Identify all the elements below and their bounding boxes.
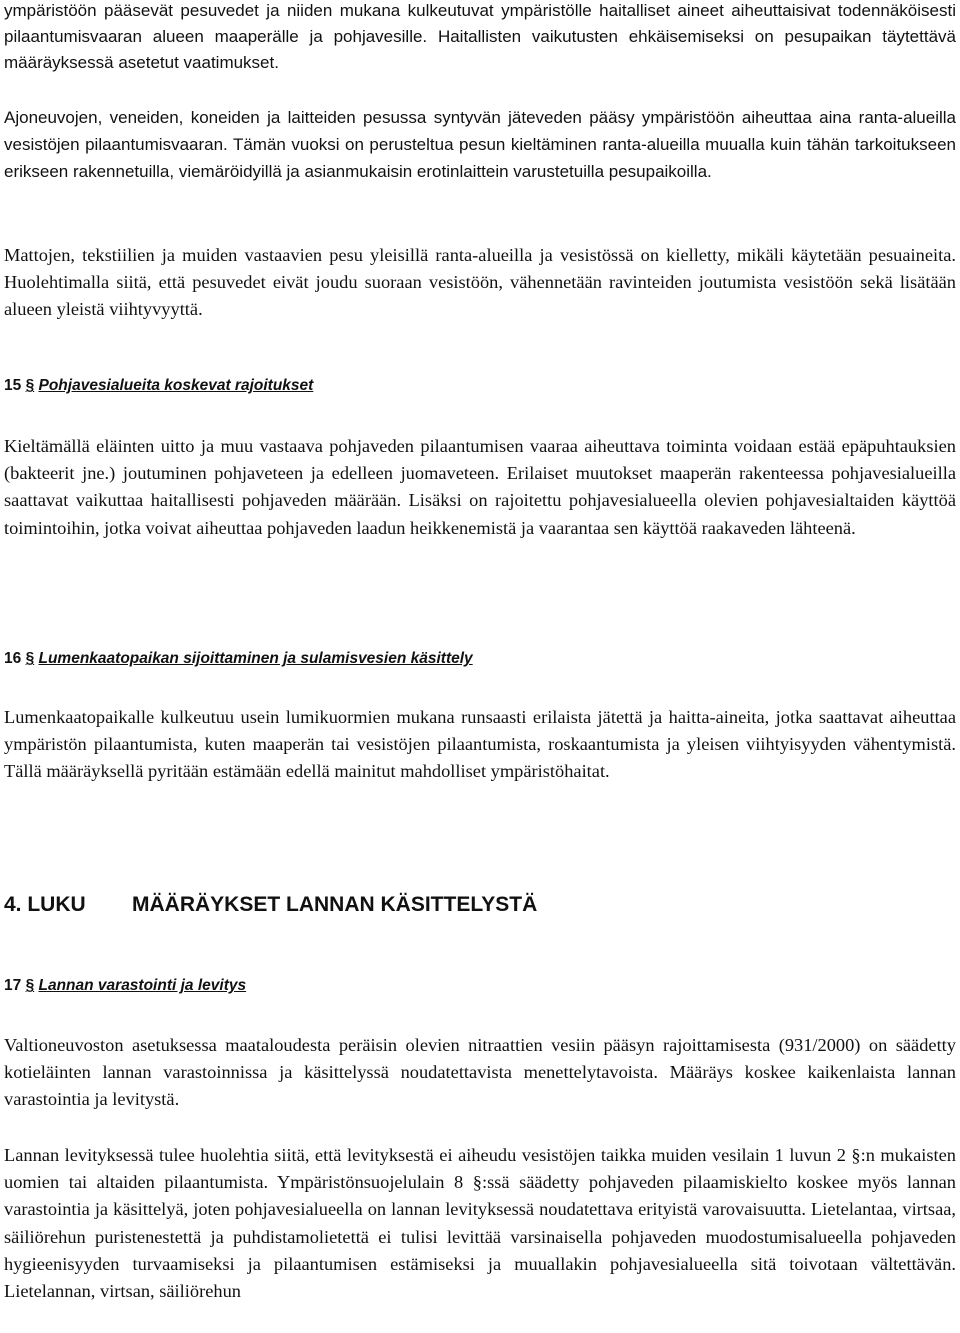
chapter-4-heading (4, 892, 537, 918)
section-17-number: 17 (4, 977, 22, 994)
section-17-heading (4, 976, 246, 996)
chapter-4-title: MÄÄRÄYKSET LANNAN KÄSITTELYSTÄ (132, 893, 538, 916)
intro-paragraph-3: Mattojen, tekstiilien ja muiden vastaavien pesu yleisillä ranta-alueilla ja vesistössä on kielletty, mikäli käytetään pesuaineita. Huolehtimalla siitä, että pesuvedet eivät joudu suoraan vesistöön, vähennetään ravinteiden joutumista vesistöön sekä lisätään alueen yleistä viihtyvyyttä. (4, 245, 956, 320)
section-17-paragraph-1: Valtioneuvoston asetuksessa maataloudesta peräisin olevien nitraattien vesiin pääsyn rajoittamisesta (931/2000) on säädetty kotieläinten lannan varastoinnissa ja käsittelyssä noudatettavista menettelytavoista. Määräys koskee kaikenlaista lannan varastointia ja levitystä. (4, 1035, 956, 1110)
section-15-number: 15 (4, 377, 22, 394)
intro-paragraph-1: ympäristöön pääsevät pesuvedet ja niiden mukana kulkeutuvat ympäristölle haitalliset aineet aiheuttaisivat todennäköisesti pilaantumisvaaran alueen maaperälle ja pohjavesille. Haitallisten vaikutusten ehkäisemiseksi on pesupaikan täytettävä määräyksessä asetetut vaatimukset. (4, 1, 956, 72)
section-17-title: Lannan varastointi ja levitys (38, 977, 247, 994)
section-16-title: Lumenkaatopaikan sijoittaminen ja sulamisvesien käsittely (38, 650, 473, 667)
section-15-paragraph: Kieltämällä eläinten uitto ja muu vastaava pohjaveden pilaantumisen vaaraa aiheuttava toiminta voidaan estää epäpuhtauksien (bakteerit jne.) joutuminen pohjaveteen ja edelleen juomaveteen. Erilaiset muutokset maaperän rakenteessa pohjavesialueilla saattavat vaikuttaa haitallisesti pohjaveden määrään. Lisäksi on rajoitettu pohjavesialueella olevien pohjavesialtaiden käyttöä toimintoihin, jotka voivat aiheuttaa pohjaveden laadun heikkenemistä ja vaarantaa sen käyttöä raakaveden lähteenä. (4, 436, 956, 538)
section-17-symbol: § (25, 977, 35, 994)
intro-paragraph-2: Ajoneuvojen, veneiden, koneiden ja laitteiden pesussa syntyvän jäteveden pääsy ympäristöön aiheuttaa aina ranta-alueilla vesistöjen pilaantumisvaaran. Tämän vuoksi on perusteltua pesun kieltäminen ranta-alueilla muualla kuin tähän tarkoitukseen erikseen rakennetuilla, viemäröidyillä ja asianmukaisin erotinlaittein varustetuilla pesupaikoilla. (4, 108, 956, 181)
section-15-heading (4, 376, 313, 396)
section-15-title: Pohjavesialueita koskevat rajoitukset (38, 377, 314, 394)
section-16-symbol: § (25, 650, 35, 667)
section-16-heading (4, 649, 473, 669)
section-16-paragraph: Lumenkaatopaikalle kulkeutuu usein lumikuormien mukana runsaasti erilaista jätettä ja haitta-aineita, jotka saattavat aiheuttaa ympäristön pilaantumista, kuten maaperän tai vesistöjen pilaantumista, roskaantumista ja yleisen viihtyisyyden vähentymistä. Tällä määräyksellä pyritään estämään edellä mainitut mahdolliset ympäristöhaitat. (4, 707, 956, 782)
section-16-number: 16 (4, 650, 22, 667)
section-15-symbol: § (25, 377, 35, 394)
chapter-4-number: 4. LUKU (4, 893, 86, 916)
section-17-paragraph-2: Lannan levityksessä tulee huolehtia siitä, että levityksestä ei aiheudu vesistöjen taikka muiden vesilain 1 luvun 2 §:n mukaisten uomien tai altaiden pilaantumista. Ympäristönsuojelulain 8 §:ssä säädetty pohjaveden pilaamiskielto koskee myös lannan varastointia ja käsittelyä, joten pohjavesialueella on lannan levityksessä noudatettava erityistä varovaisuutta. Lietelantaa, virtsaa, säiliörehun puristenestettä ja puhdistamolietettä ei tulisi levittää varsinaisella pohjaveden muodostumisalueella pohjaveden hygieenisyyden turvaamiseksi ja pilaantumisen estämiseksi ja muuallakin pohjavesialueella sitä toivotaan vältettävän. Lietelannan, virtsan, säiliörehun (4, 1145, 956, 1302)
